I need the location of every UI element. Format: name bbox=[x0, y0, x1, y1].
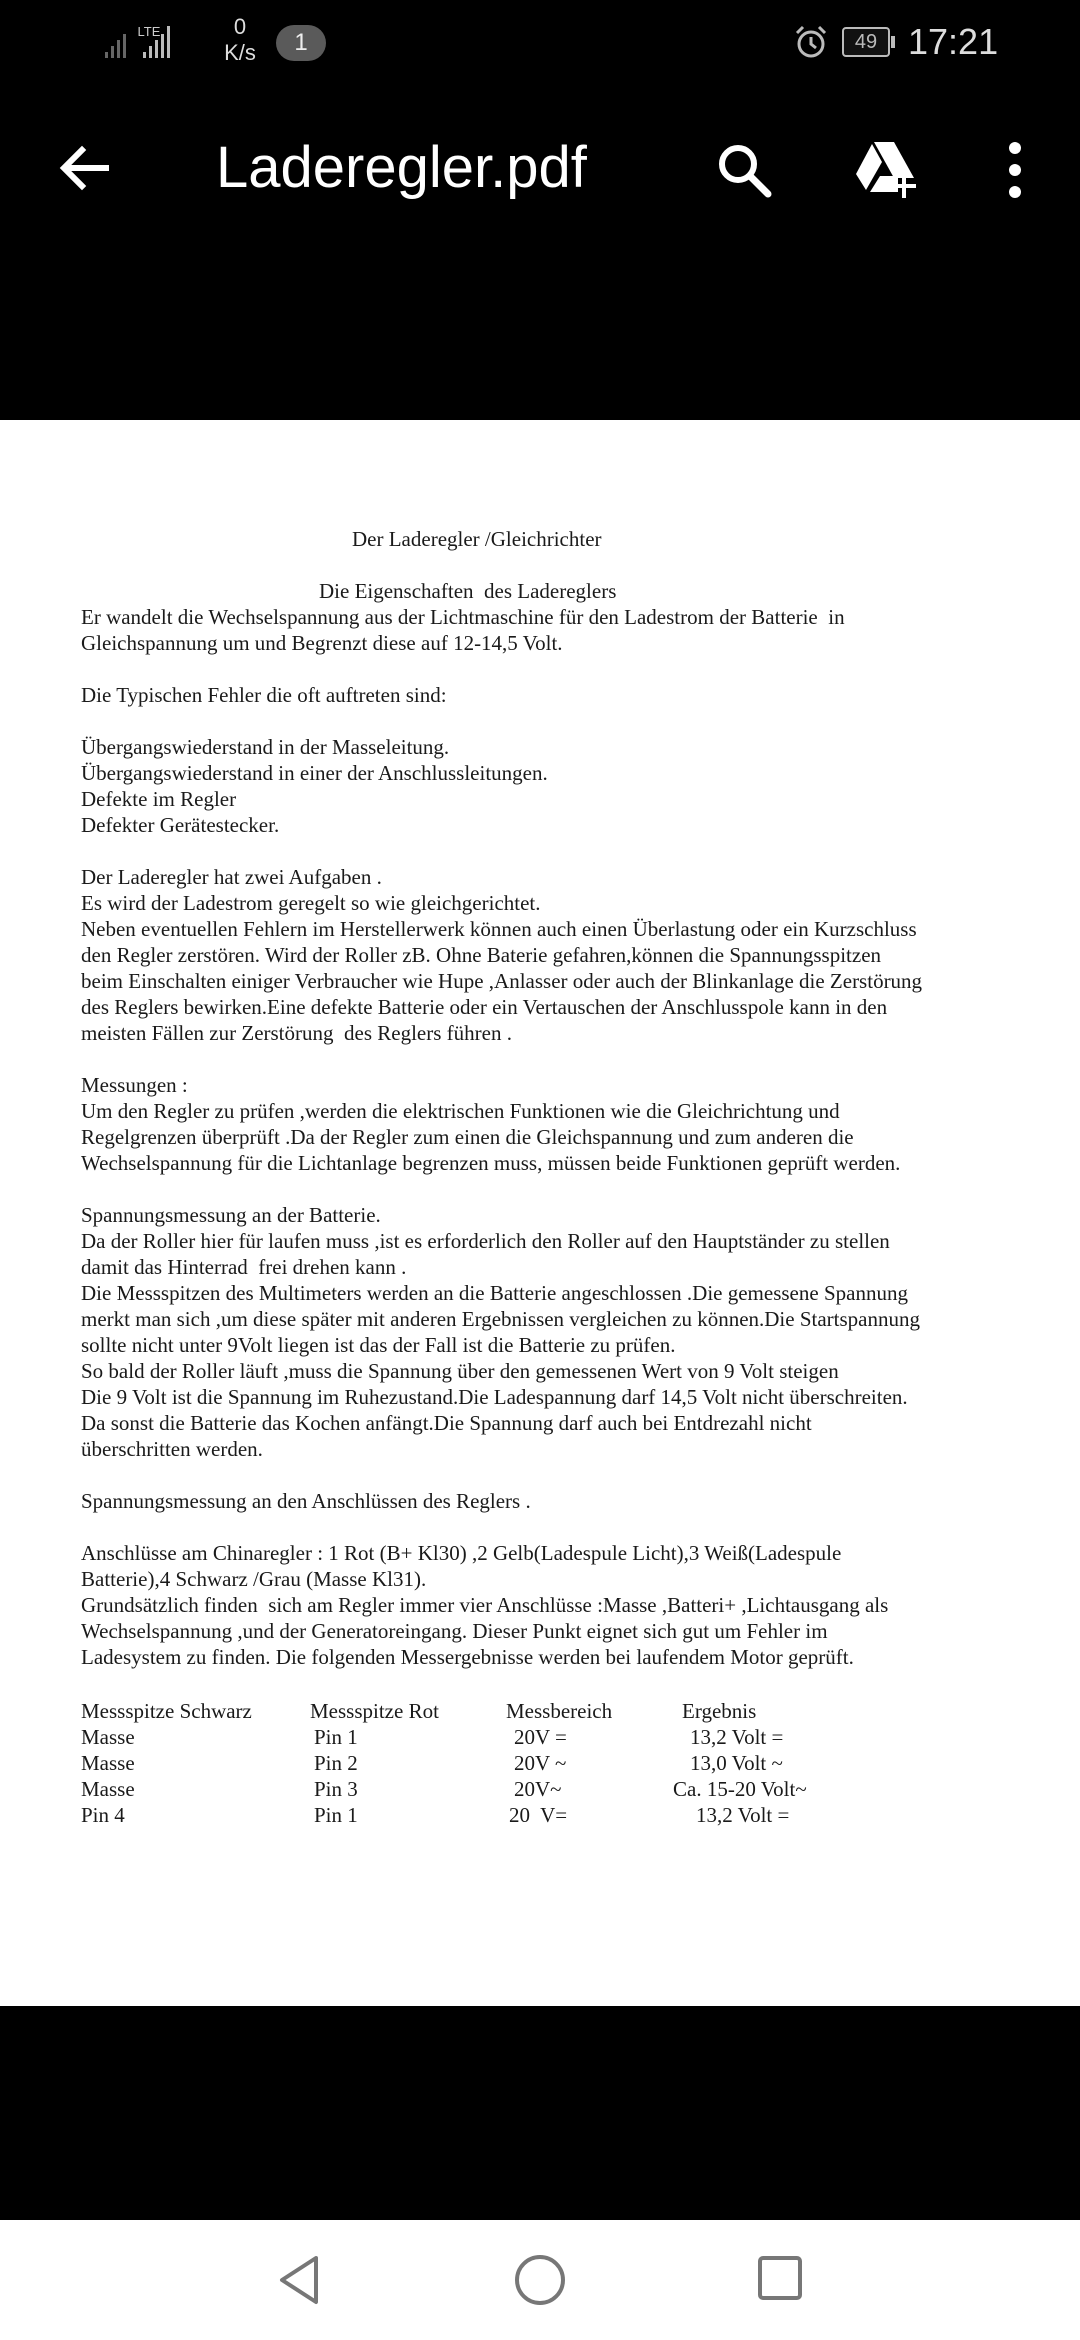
document-text-line: Übergangswiederstand in einer der Anschlussleitungen. bbox=[81, 761, 548, 785]
document-text-line: Übergangswiederstand in der Masseleitung. bbox=[81, 735, 450, 759]
document-text-line: Grundsätzlich finden sich am Regler immer vier Anschlüsse :Masse ,Batteri+ ,Lichtausgang als bbox=[81, 1593, 889, 1617]
document-text-line: Da sonst die Batterie das Kochen anfängt.Die Spannung darf auch bei Entdrezahl nicht bbox=[81, 1411, 812, 1435]
app-bar bbox=[0, 84, 1080, 420]
document-text-line: Defekte im Regler bbox=[81, 787, 237, 811]
back-arrow-icon[interactable] bbox=[56, 140, 112, 196]
network-speed-unit: K/s bbox=[224, 40, 256, 65]
document-heading: Der Laderegler /Gleichrichter bbox=[352, 527, 602, 551]
clock: 17:21 bbox=[908, 21, 999, 62]
document-text-line: So bald der Roller läuft ,muss die Spannung über den gemessenen Wert von 9 Volt steigen bbox=[81, 1359, 839, 1383]
table-header-cell: Messspitze Rot bbox=[310, 1699, 439, 1723]
add-to-drive-icon[interactable] bbox=[852, 140, 920, 200]
document-text-line: Die Messspitzen des Multimeters werden an die Batterie angeschlossen .Die gemessene Spannung bbox=[81, 1281, 908, 1305]
document-text-line: meisten Fällen zur Zerstörung des Reglers führen . bbox=[81, 1021, 512, 1045]
document-text-line: Da der Roller hier für laufen muss ,ist es erforderlich den Roller auf den Hauptständer zu stellen bbox=[81, 1229, 890, 1253]
document-text-line: Messungen : bbox=[81, 1073, 188, 1097]
document-text-line: den Regler zerstören. Wird der Roller zB. Ohne Baterie gefahren,können die Spannungsspitzen bbox=[81, 943, 882, 967]
document-subheading: Die Eigenschaften des Ladereglers bbox=[319, 579, 617, 603]
document-text-line: Spannungsmessung an der Batterie. bbox=[81, 1203, 381, 1227]
document-text-line: Defekter Gerätestecker. bbox=[81, 813, 280, 837]
more-options-icon[interactable] bbox=[1000, 140, 1030, 200]
document-text-line: Anschlüsse am Chinaregler : 1 Rot (B+ Kl30) ,2 Gelb(Ladespule Licht),3 Weiß(Ladespule bbox=[81, 1541, 842, 1565]
document-text-line: Wechselspannung ,und der Generatoreingang. Dieser Punkt eignet sich gut um Fehler im bbox=[81, 1619, 828, 1643]
nav-back-icon[interactable] bbox=[272, 2252, 328, 2308]
table-header-cell: Ergebnis bbox=[682, 1699, 757, 1723]
nav-recent-apps-icon[interactable] bbox=[756, 2254, 804, 2302]
document-text-line: Die 9 Volt ist die Spannung im Ruhezustand.Die Ladespannung darf 14,5 Volt nicht überschreiten. bbox=[81, 1385, 908, 1409]
table-cell: Masse bbox=[81, 1777, 135, 1801]
table-cell: 20V ~ bbox=[514, 1751, 567, 1775]
document-title: Laderegler.pdf bbox=[216, 135, 587, 200]
pdf-viewer-background bbox=[0, 2006, 1080, 2220]
document-text-line: Er wandelt die Wechselspannung aus der Lichtmaschine für den Ladestrom der Batterie in bbox=[81, 605, 845, 629]
notification-badge: 1 bbox=[276, 25, 326, 61]
document-text-line: merkt man sich ,um diese später mit anderen Ergebnissen vergleichen zu können.Die Startspannung bbox=[81, 1307, 920, 1331]
table-cell: 20V~ bbox=[514, 1777, 562, 1801]
document-text-line: Spannungsmessung an den Anschlüssen des Reglers . bbox=[81, 1489, 531, 1513]
table-cell: Pin 4 bbox=[81, 1803, 125, 1827]
table-cell: Masse bbox=[81, 1751, 135, 1775]
table-cell: Pin 3 bbox=[314, 1777, 358, 1801]
pdf-page[interactable] bbox=[0, 420, 1080, 2006]
nav-home-icon[interactable] bbox=[512, 2252, 568, 2308]
document-text-line: Neben eventuellen Fehlern im Herstellerwerk können auch einen Überlastung oder ein Kurzschluss bbox=[81, 917, 917, 941]
document-text-line: des Reglers bewirken.Eine defekte Batterie oder ein Vertauschen der Anschlusspole kann in den bbox=[81, 995, 888, 1019]
alarm-clock-icon bbox=[793, 24, 829, 60]
table-cell: Pin 1 bbox=[314, 1725, 358, 1749]
table-cell: 13,0 Volt ~ bbox=[690, 1751, 783, 1775]
document-text-line: Batterie),4 Schwarz /Grau (Masse Kl31). bbox=[81, 1567, 427, 1591]
document-text-line: beim Einschalten einiger Verbraucher wie Hupe ,Anlasser oder auch der Blinkanlage die Zerstörung bbox=[81, 969, 923, 993]
document-text-line: Gleichspannung um und Begrenzt diese auf 12-14,5 Volt. bbox=[81, 631, 563, 655]
table-header-cell: Messbereich bbox=[506, 1699, 613, 1723]
document-text-line: Wechselspannung für die Lichtanlage begrenzen muss, müssen beide Funktionen geprüft werden. bbox=[81, 1151, 901, 1175]
document-text-line: überschritten werden. bbox=[81, 1437, 263, 1461]
network-speed-value: 0 bbox=[233, 14, 247, 39]
table-cell: 13,2 Volt = bbox=[690, 1725, 784, 1749]
table-cell: Pin 1 bbox=[314, 1803, 358, 1827]
search-icon[interactable] bbox=[714, 140, 774, 200]
battery-level: 49 bbox=[842, 27, 890, 57]
document-text-line: sollte nicht unter 9Volt liegen ist das der Fall ist die Batterie zu prüfen. bbox=[81, 1333, 676, 1357]
battery-icon bbox=[842, 27, 896, 57]
network-speed bbox=[220, 14, 260, 66]
document-text-line: Es wird der Ladestrom geregelt so wie gleichgerichtet. bbox=[81, 891, 541, 915]
system-navigation-bar bbox=[0, 2220, 1080, 2340]
document-text-line: Um den Regler zu prüfen ,werden die elektrischen Funktionen wie die Gleichrichtung und bbox=[81, 1099, 840, 1123]
table-cell: Pin 2 bbox=[314, 1751, 358, 1775]
document-text-line: Der Laderegler hat zwei Aufgaben . bbox=[81, 865, 382, 889]
table-cell: 20 V= bbox=[509, 1803, 568, 1827]
status-bar bbox=[0, 0, 1080, 84]
document-text-line: damit das Hinterrad frei drehen kann . bbox=[81, 1255, 407, 1279]
document-text-line: Die Typischen Fehler die oft auftreten sind: bbox=[81, 683, 447, 707]
document-text-line: Ladesystem zu finden. Die folgenden Messergebnisse werden bei laufendem Motor geprüft. bbox=[81, 1645, 854, 1669]
document-text-line: Regelgrenzen überprüft .Da der Regler zum einen die Gleichspannung und zum anderen die bbox=[81, 1125, 854, 1149]
table-cell: Masse bbox=[81, 1725, 135, 1749]
table-cell: 20V = bbox=[514, 1725, 567, 1749]
table-cell: Ca. 15-20 Volt~ bbox=[673, 1777, 807, 1801]
signal-strength-icon bbox=[105, 22, 203, 58]
table-cell: 13,2 Volt = bbox=[696, 1803, 790, 1827]
table-header-cell: Messspitze Schwarz bbox=[81, 1699, 252, 1723]
network-type-label: LTE bbox=[137, 24, 161, 39]
